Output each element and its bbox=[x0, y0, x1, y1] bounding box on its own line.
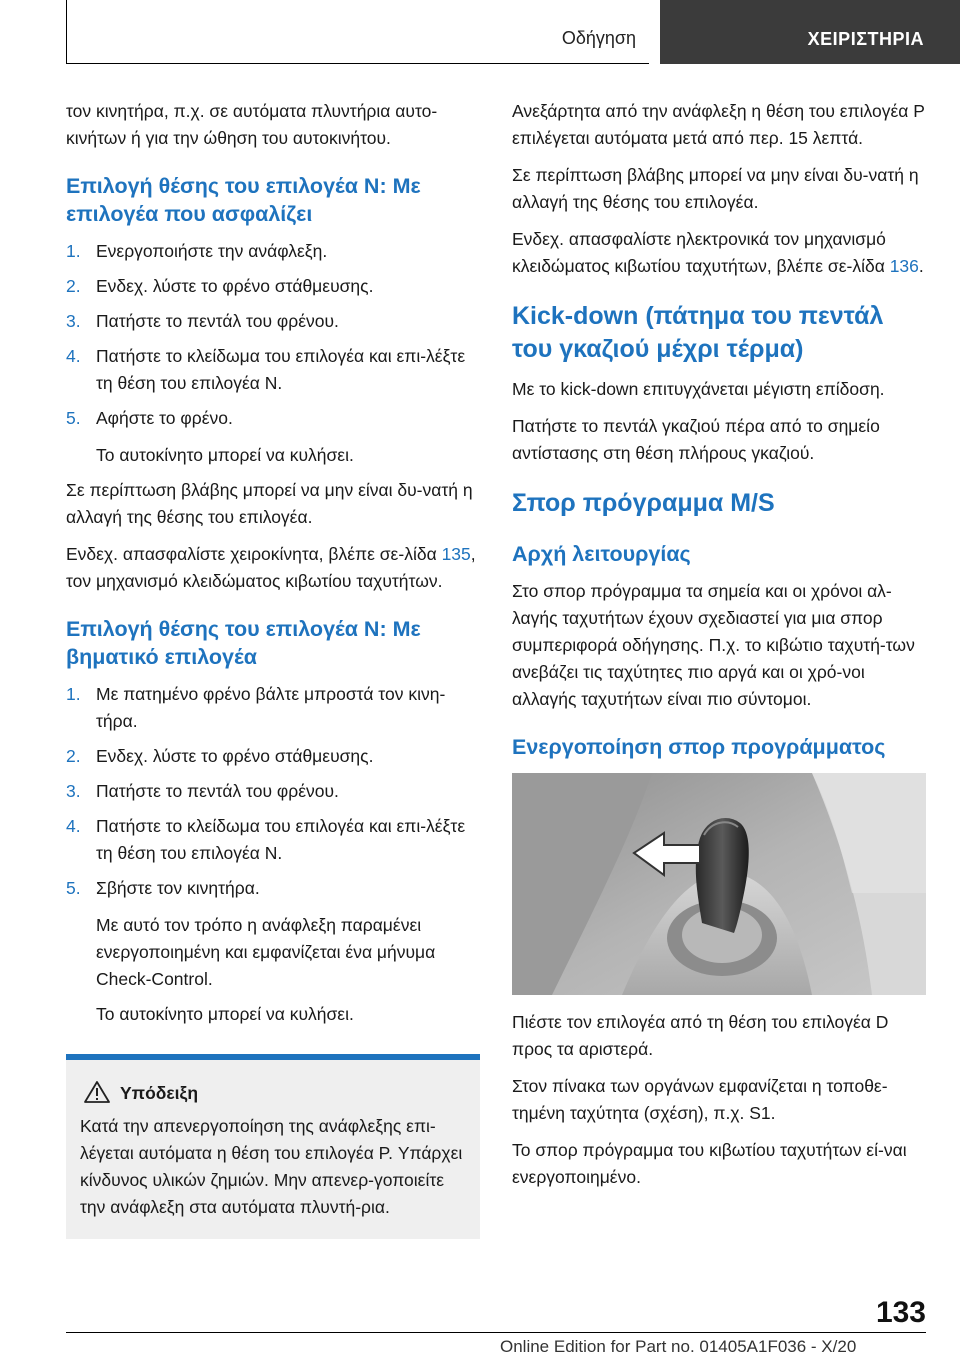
list-item: 3. Πατήστε το πεντάλ του φρένου. bbox=[66, 311, 339, 331]
paragraph: Πατήστε το πεντάλ γκαζιού πέρα από το σημείο αντίστασης στη θέση πλήρους γκαζιού. bbox=[512, 416, 880, 463]
right-column bbox=[512, 98, 926, 1201]
paragraph: Στο σπορ πρόγραμμα τα σημεία και οι χρόνοι αλ-λαγής ταχυτήτων έχουν σχεδιαστεί για μια σπορ συμπεριφορά οδήγησης. Π.χ. το κιβώτιο ταχυτή-των ανεβάζει τις ταχύτητες πιο αργά και οι χρό-νοι αλλαγής ταχυτήτων είναι πιο σύντομοι. bbox=[512, 581, 915, 709]
list-item: 5. Αφήστε το φρένο. bbox=[66, 408, 233, 428]
step-note: Το αυτοκίνητο μπορεί να κυλήσει. bbox=[96, 1004, 354, 1024]
step-note: Με αυτό τον τρόπο η ανάφλεξη παραμένει ενεργοποιημένη και εμφανίζεται ένα μήνυμα Check-Control. bbox=[96, 915, 436, 989]
gear-selector-photo bbox=[512, 773, 926, 995]
paragraph: Πιέστε τον επιλογέα από τη θέση του επιλογέα D προς τα αριστερά. bbox=[512, 1012, 889, 1059]
list-item: 4. Πατήστε το κλείδωμα του επιλογέα και επι-λέξτε τη θέση του επιλογέα N. bbox=[66, 346, 466, 393]
left-column bbox=[66, 98, 480, 1239]
paragraph: Ανεξάρτητα από την ανάφλεξη η θέση του επιλογέα P επιλέγεται αυτόματα μετά από περ. 15 λεπτά. bbox=[512, 101, 925, 148]
section-title: Οδήγηση bbox=[561, 28, 636, 48]
paragraph: Σε περίπτωση βλάβης μπορεί να μην είναι δυ-νατή η αλλαγή της θέσης του επιλογέα. bbox=[512, 165, 919, 212]
list-item: 5. Σβήστε τον κινητήρα. bbox=[66, 878, 260, 898]
list-item: 2. Ενδεχ. λύστε το φρένο στάθμευσης. bbox=[66, 746, 374, 766]
heading-sport-program: Σπορ πρόγραμμα M/S bbox=[512, 489, 775, 517]
list-item: 4. Πατήστε το κλείδωμα του επιλογέα και επι-λέξτε τη θέση του επιλογέα N. bbox=[66, 816, 466, 863]
heading-kick-down: Kick-down (πάτημα του πεντάλ του γκαζιού μέχρι τέρμα) bbox=[512, 302, 884, 363]
list-item: 1. Ενεργοποιήστε την ανάφλεξη. bbox=[66, 241, 328, 261]
paragraph: Με το kick-down επιτυγχάνεται μέγιστη επίδοση. bbox=[512, 379, 885, 399]
list-item: 3. Πατήστε το πεντάλ του φρένου. bbox=[66, 781, 339, 801]
warning-box bbox=[66, 1054, 480, 1239]
paragraph: Στον πίνακα των οργάνων εμφανίζεται η τοποθε-τημένη ταχύτητα (σχέση), π.χ. S1. bbox=[512, 1076, 888, 1123]
paragraph-with-link: Ενδεχ. απασφαλίστε ηλεκτρονικά τον μηχανισμό κλειδώματος κιβωτίου ταχυτήτων, βλέπε σε-λίδα 136. bbox=[512, 229, 924, 276]
list-item: 2. Ενδεχ. λύστε το φρένο στάθμευσης. bbox=[66, 276, 374, 296]
step-note: Το αυτοκίνητο μπορεί να κυλήσει. bbox=[96, 445, 354, 465]
steps-step-selector bbox=[66, 681, 480, 902]
list-item: 1. Με πατημένο φρένο βάλτε μπροστά τον κινη-τήρα. bbox=[66, 684, 446, 731]
paragraph: Το σπορ πρόγραμμα του κιβωτίου ταχυτήτων εί-ναι ενεργοποιημένο. bbox=[512, 1140, 907, 1187]
page-link-135[interactable]: 135 bbox=[441, 544, 471, 564]
warning-triangle-icon bbox=[84, 1081, 110, 1103]
gear-selector-illustration bbox=[512, 773, 926, 995]
page-number: 133 bbox=[875, 1296, 926, 1329]
footer-rule bbox=[66, 1332, 926, 1333]
footer-edition: Online Edition for Part no. 01405A1F036 - X/20 bbox=[500, 1337, 857, 1356]
header-rule-bottom bbox=[66, 63, 649, 64]
heading-principle: Αρχή λειτουργίας bbox=[512, 542, 691, 566]
warning-text: Κατά την απενεργοποίηση της ανάφλεξης επι-λέγεται αυτόματα η θέση του επιλογέα P. Υπάρχει κίνδυνος υλικών ζημιών. Μην απενερ-γοποιείτε την ανάφλεξη στα αυτόματα πλυντή-ρια. bbox=[80, 1116, 463, 1217]
steps-locking-selector bbox=[66, 238, 480, 432]
heading-step-selector: Επιλογή θέσης του επιλογέα N: Με βηματικό επιλογέα bbox=[66, 617, 421, 669]
chapter-title: ΧΕΙΡΙΣΤΗΡΙΑ bbox=[807, 29, 924, 49]
heading-locking-selector: Επιλογή θέσης του επιλογέα N: Με επιλογέα που ασφαλίζει bbox=[66, 174, 421, 226]
intro-paragraph: τον κινητήρα, π.χ. σε αυτόματα πλυντήρια αυτο-κινήτων ή για την ώθηση του αυτοκινήτου. bbox=[66, 101, 438, 148]
paragraph: Σε περίπτωση βλάβης μπορεί να μην είναι δυ-νατή η αλλαγή της θέσης του επιλογέα. bbox=[66, 480, 473, 527]
chapter-tab bbox=[660, 0, 960, 64]
paragraph-with-link: Ενδεχ. απασφαλίστε χειροκίνητα, βλέπε σε-λίδα 135, τον μηχανισμό κλειδώματος κιβωτίου ταχυτήτων. bbox=[66, 544, 476, 591]
heading-activate-sport: Ενεργοποίηση σπορ προγράμματος bbox=[512, 735, 886, 759]
page-link-136[interactable]: 136 bbox=[889, 256, 919, 276]
warning-title: Υπόδειξη bbox=[120, 1083, 199, 1103]
